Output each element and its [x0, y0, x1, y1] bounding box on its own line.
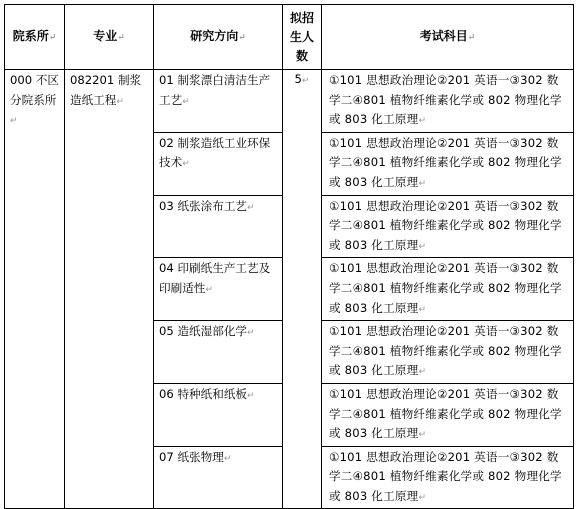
direction-cell: 06 特种纸和纸板↵: [154, 383, 283, 446]
header-exam: 考试科目↵: [322, 5, 574, 70]
quota-cell: 5↵: [283, 70, 322, 509]
exam-cell: ①101 思想政治理论②201 英语一③302 数学二④801 植物纤维素化学或 802 物理化学或 803 化工原理↵: [322, 132, 574, 195]
direction-cell: 05 造纸湿部化学↵: [154, 321, 283, 384]
direction-cell: 04 印刷纸生产工艺及印刷适性↵: [154, 258, 283, 321]
admissions-table: [4, 4, 574, 509]
dept-cell: 000 不区分院系所↵: [5, 70, 65, 509]
exam-cell: ①101 思想政治理论②201 英语一③302 数学二④801 植物纤维素化学或 802 物理化学或 803 化工原理↵: [322, 195, 574, 258]
table-row: [5, 70, 574, 133]
exam-cell: ①101 思想政治理论②201 英语一③302 数学二④801 植物纤维素化学或 802 物理化学或 803 化工原理↵: [322, 258, 574, 321]
direction-cell: 07 纸张物理↵: [154, 446, 283, 509]
direction-cell: 03 纸张涂布工艺↵: [154, 195, 283, 258]
header-direction: 研究方向↵: [154, 5, 283, 70]
major-cell: 082201 制浆造纸工程↵: [65, 70, 154, 509]
direction-cell: 01 制浆漂白清洁生产工艺↵: [154, 70, 283, 133]
direction-cell: 02 制浆造纸工业环保技术↵: [154, 132, 283, 195]
header-row: [5, 5, 574, 70]
header-dept: 院系所↵: [5, 5, 65, 70]
exam-cell: ①101 思想政治理论②201 英语一③302 数学二④801 植物纤维素化学或 802 物理化学或 803 化工原理↵: [322, 70, 574, 133]
exam-cell: ①101 思想政治理论②201 英语一③302 数学二④801 植物纤维素化学或 802 物理化学或 803 化工原理↵: [322, 321, 574, 384]
exam-cell: ①101 思想政治理论②201 英语一③302 数学二④801 植物纤维素化学或 802 物理化学或 803 化工原理↵: [322, 446, 574, 509]
header-quota: 拟招生人数: [283, 5, 322, 70]
exam-cell: ①101 思想政治理论②201 英语一③302 数学二④801 植物纤维素化学或 802 物理化学或 803 化工原理↵: [322, 383, 574, 446]
header-major: 专业↵: [65, 5, 154, 70]
